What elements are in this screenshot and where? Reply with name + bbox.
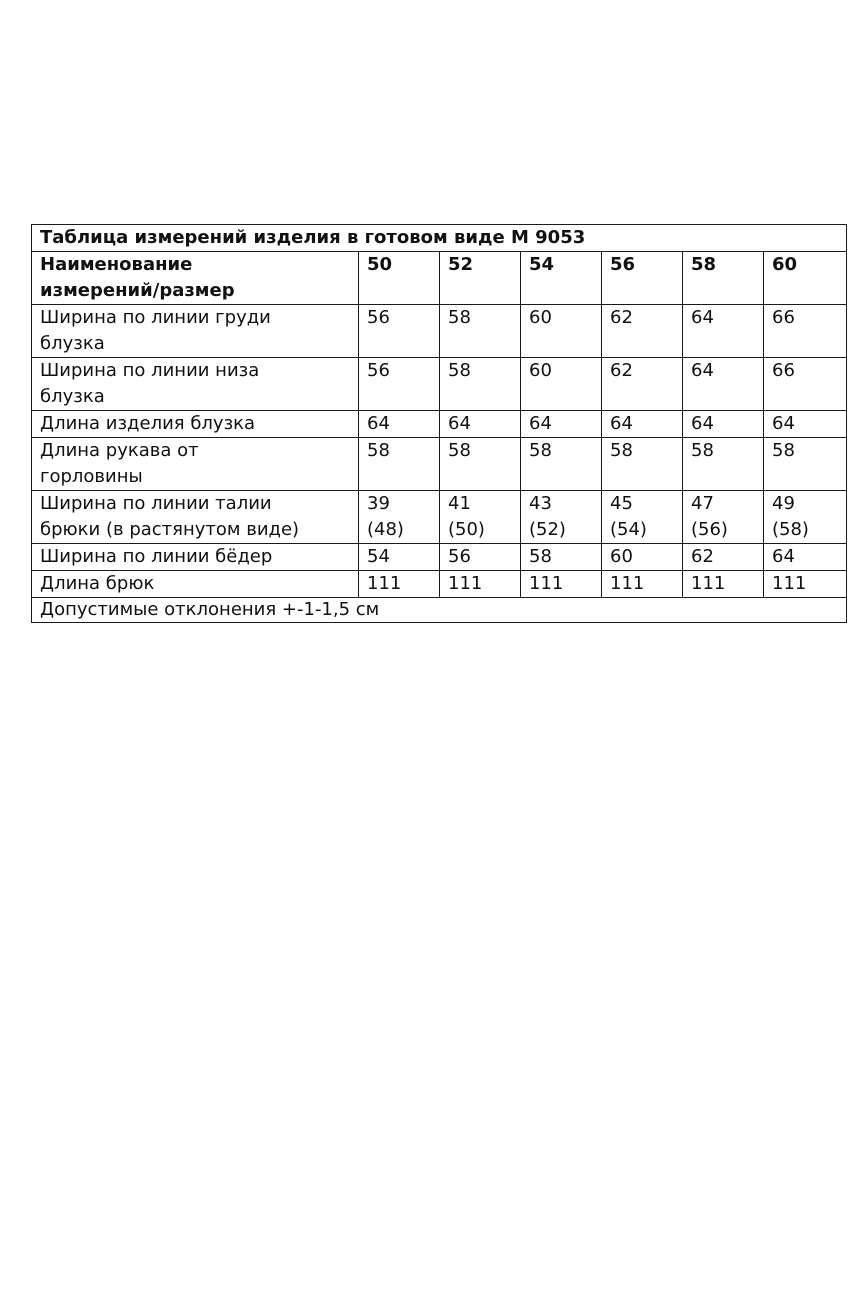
table-cell: 54 <box>359 544 440 571</box>
table-cell: 60 <box>602 544 683 571</box>
table-title-row <box>32 225 847 252</box>
table-cell: 58 <box>764 438 847 491</box>
cell-value: 49 <box>772 493 795 514</box>
row-label-line1: Ширина по линии низа <box>40 360 260 381</box>
table-row <box>32 438 847 491</box>
table-cell: 66 <box>764 305 847 358</box>
row-label-line2: горловины <box>40 466 143 487</box>
table-cell: 56 <box>359 358 440 411</box>
row-label-line1: Ширина по линии груди <box>40 307 271 328</box>
table-cell: 64 <box>440 411 521 438</box>
table-cell: 58 <box>440 438 521 491</box>
tolerance-note: Допустимые отклонения +-1-1,5 см <box>32 598 847 623</box>
table-cell: 58 <box>602 438 683 491</box>
table-cell: 56 <box>440 544 521 571</box>
table-cell: 58 <box>440 305 521 358</box>
table-title: Таблица измерений изделия в готовом виде М 9053 <box>32 225 847 252</box>
row-label-line1: Длина рукава от <box>40 440 199 461</box>
table-row <box>32 305 847 358</box>
row-label <box>32 491 359 544</box>
header-size-60: 60 <box>764 252 847 305</box>
table-cell: 58 <box>683 438 764 491</box>
table-cell: 64 <box>683 358 764 411</box>
table-cell <box>359 491 440 544</box>
cell-value: 43 <box>529 493 552 514</box>
table-cell: 64 <box>683 305 764 358</box>
cell-value: 41 <box>448 493 471 514</box>
header-label-line1: Наименование <box>40 254 193 275</box>
table-cell: 62 <box>683 544 764 571</box>
table-cell <box>440 491 521 544</box>
header-size-58: 58 <box>683 252 764 305</box>
table-cell: 64 <box>521 411 602 438</box>
table-row <box>32 411 847 438</box>
table-cell: 60 <box>521 305 602 358</box>
cell-value-stretched: (52) <box>529 519 566 540</box>
header-size-50: 50 <box>359 252 440 305</box>
table-cell: 60 <box>521 358 602 411</box>
table-cell: 111 <box>602 571 683 598</box>
table-cell: 111 <box>521 571 602 598</box>
table-cell <box>521 491 602 544</box>
row-label: Ширина по линии бёдер <box>32 544 359 571</box>
row-label <box>32 305 359 358</box>
table-cell: 56 <box>359 305 440 358</box>
table-row <box>32 358 847 411</box>
cell-value: 45 <box>610 493 633 514</box>
table-cell: 64 <box>602 411 683 438</box>
table-cell: 64 <box>764 411 847 438</box>
row-label-line1: Ширина по линии талии <box>40 493 272 514</box>
table-cell: 58 <box>521 438 602 491</box>
table-cell: 64 <box>359 411 440 438</box>
cell-value-stretched: (48) <box>367 519 404 540</box>
cell-value-stretched: (50) <box>448 519 485 540</box>
row-label-line2: брюки (в растянутом виде) <box>40 519 300 540</box>
table-cell: 111 <box>440 571 521 598</box>
table-cell: 58 <box>521 544 602 571</box>
table-cell: 64 <box>683 411 764 438</box>
table-cell: 62 <box>602 358 683 411</box>
table-cell: 111 <box>683 571 764 598</box>
row-label: Длина изделия блузка <box>32 411 359 438</box>
row-label <box>32 438 359 491</box>
table-cell: 66 <box>764 358 847 411</box>
table-row <box>32 544 847 571</box>
header-label <box>32 252 359 305</box>
table-row <box>32 491 847 544</box>
table-cell <box>764 491 847 544</box>
table-cell: 58 <box>440 358 521 411</box>
header-size-54: 54 <box>521 252 602 305</box>
header-size-56: 56 <box>602 252 683 305</box>
cell-value-stretched: (54) <box>610 519 647 540</box>
table-cell <box>602 491 683 544</box>
header-size-52: 52 <box>440 252 521 305</box>
table-header-row <box>32 252 847 305</box>
cell-value-stretched: (58) <box>772 519 809 540</box>
table-cell: 111 <box>359 571 440 598</box>
row-label: Длина брюк <box>32 571 359 598</box>
row-label <box>32 358 359 411</box>
table-row <box>32 571 847 598</box>
row-label-line2: блузка <box>40 386 105 407</box>
table-cell: 58 <box>359 438 440 491</box>
cell-value: 39 <box>367 493 390 514</box>
measurement-table <box>31 224 847 623</box>
header-label-line2: измерений/размер <box>40 280 235 301</box>
cell-value-stretched: (56) <box>691 519 728 540</box>
row-label-line2: блузка <box>40 333 105 354</box>
table-note-row <box>32 598 847 623</box>
table-cell: 64 <box>764 544 847 571</box>
cell-value: 47 <box>691 493 714 514</box>
table-cell: 111 <box>764 571 847 598</box>
table-cell <box>683 491 764 544</box>
table-cell: 62 <box>602 305 683 358</box>
